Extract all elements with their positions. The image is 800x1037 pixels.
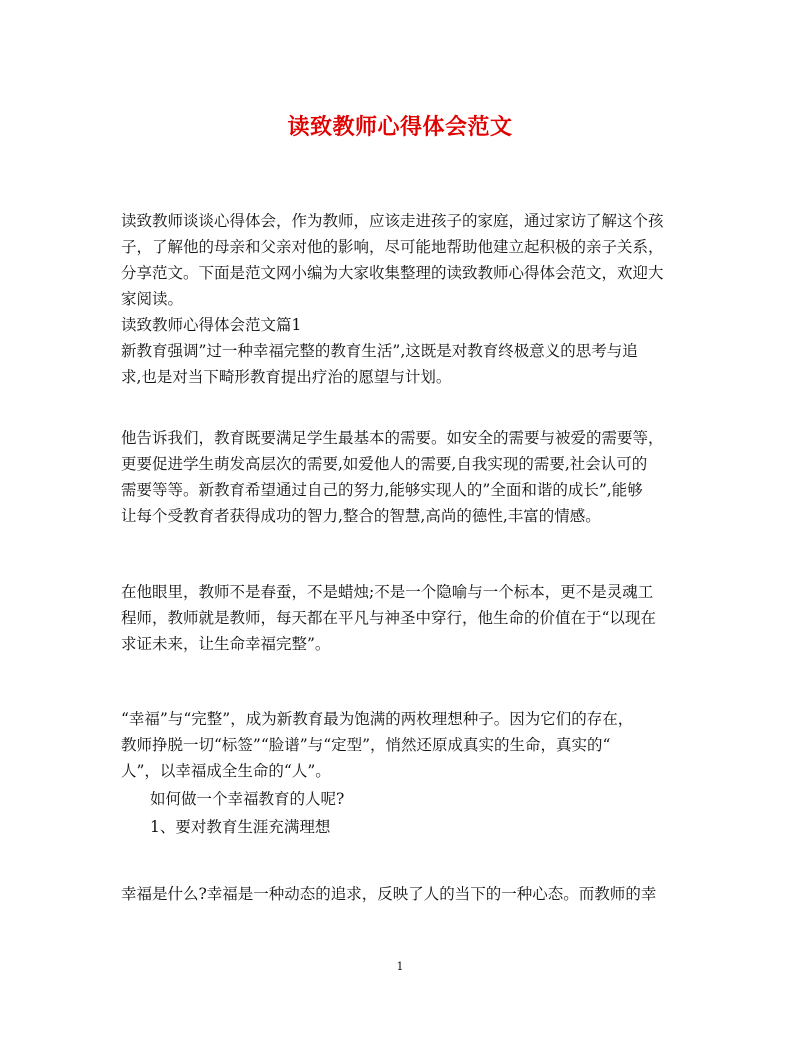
- body-line: 幸福是什么?幸福是一种动态的追求，反映了人的当下的一种心态。而教师的幸: [121, 885, 657, 903]
- body-line: 家阅读。: [121, 290, 184, 308]
- body-line: 子，了解他的母亲和父亲对他的影响，尽可能地帮助他建立起积极的亲子关系，: [121, 238, 664, 256]
- body-line: 教师挣脱一切“标签”“脸谱”与“定型”，悄然还原成真实的生命，真实的“: [121, 736, 611, 754]
- body-line: 让每个受教育者获得成功的智力,整合的智慧,高尚的德性,丰富的情感。: [121, 507, 601, 525]
- body-line: 他告诉我们，教育既要满足学生最基本的需要。如安全的需要与被爱的需要等，: [121, 429, 664, 447]
- body-line: 新教育强调”过一种幸福完整的教育生活”,这既是对教育终极意义的思考与追: [121, 342, 638, 360]
- body-line: 读致教师谈谈心得体会，作为教师，应该走进孩子的家庭，通过家访了解这个孩: [121, 212, 664, 230]
- body-line: 程师，教师就是教师，每天都在平凡与神圣中穿行，他生命的价值在于“以现在: [121, 609, 656, 627]
- page-number: 1: [396, 960, 404, 973]
- section-heading: 读致教师心得体会范文篇1: [121, 316, 302, 334]
- body-line: 需要等等。新教育希望通过自己的努力,能够实现人的”全面和谐的成长”,能够: [121, 481, 643, 499]
- document-title: 读致教师心得体会范文: [287, 114, 513, 140]
- body-line: “幸福”与“完整”，成为新教育最为饱满的两枚理想种子。因为它们的存在，: [121, 710, 634, 728]
- body-line: 求证未来，让生命幸福完整”。: [121, 635, 331, 653]
- body-line: 更要促进学生萌发高层次的需要,如爱他人的需要,自我实现的需要,社会认可的: [121, 455, 648, 473]
- body-line-indented: 如何做一个幸福教育的人呢?: [150, 790, 345, 808]
- body-line: 求,也是对当下畸形教育提出疗治的愿望与计划。: [121, 368, 452, 386]
- body-line: 分享范文。下面是范文网小编为大家收集整理的读致教师心得体会范文，欢迎大: [121, 264, 664, 282]
- body-line-indented: 1、要对教育生涯充满理想: [150, 818, 331, 836]
- body-line: 在他眼里，教师不是春蚕，不是蜡烛;不是一个隐喻与一个标本，更不是灵魂工: [121, 583, 654, 601]
- body-line: 人”，以幸福成全生命的“人”。: [121, 762, 331, 780]
